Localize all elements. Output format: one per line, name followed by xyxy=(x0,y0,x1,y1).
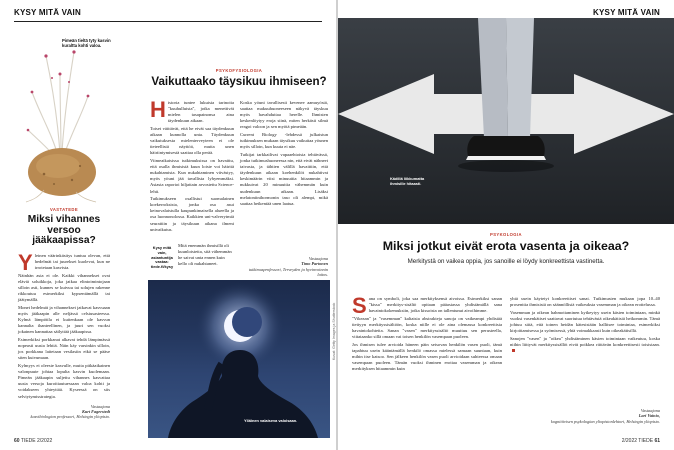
right-folio-text: 2/2022 TIEDE xyxy=(621,438,654,444)
article1-kicker: VASTATEDE xyxy=(49,207,79,212)
article-vihannes xyxy=(18,207,110,420)
left-header-rule xyxy=(14,21,322,22)
article2-kicker: PSYKOFYSIOLOGIA xyxy=(215,68,263,73)
article2-lead: istoria tuntee lukuisia tarinoita "kuuhulluista", jotka menettivät mielen tasapainonsa aina täydenkuun aikaan. xyxy=(167,100,234,124)
article2-col2-paragraph: Koska yöuni tavallisesti kevenee aamuyöstä, saattaa makuuhuoneeseen näkyvä täyskuu myös havahduttaa herelle. Ihmisten keskenlöytyy eroja siinä, miten herkästi silmä reagoi valoon ja sen myötä pimeään. xyxy=(240,100,328,130)
article2-body-col1-end: Mitä enemmän ihmisillä oli kuunloistetta, sitä vähemmän he saivat unta ennen kuin kello oli nukahtaneet. xyxy=(178,243,232,267)
article2-col2-paragraph: Current Biology -lehdessä julkaistun tutkimuksen mukaan täysikuu vaikuttaa yöunen myös silloin, kun kuuta ei näe. xyxy=(240,132,328,150)
article2-paragraph: Toiset väittävät, että he eivät saa täydenkuun aikaan kunnolla unta. Täydenkuun vaikutuksesta mielenterveyteen ei ole tieteellistä näyttöä, mutta unen häiriintymisestä saattaa olla perää. xyxy=(150,125,234,156)
article2-paragraph: Tutkimukseen osallistui suomalainen koekerroksista, jonka osa asui keinovalaistulla kaupunkimaisella alueella ja osa luonnonolossa. Kaikkien uni-valverytmiä seurattiin ja täysikuun aikana ilmeni univaikutus. xyxy=(150,196,234,232)
article3-body-col2 xyxy=(510,296,660,356)
article2-body-col1 xyxy=(150,97,234,234)
article3-sig-name: Lari Vainio, xyxy=(638,413,660,419)
article1-paragraph: Kylmyys ei oleeste kasvulle, mutta pitkäaikainen valonpuute johtaa lopulta kasvin kuolemaan. Pimeän jääkaapin suljettu vihannes kasvattaa uusia versoja kuroittautuessaan valoa kohti ja voidakseen yhteyttää. Kyseessä on siis selviytymisstrategia. xyxy=(18,363,110,399)
moon-woman-photo xyxy=(148,280,330,438)
left-folio-text: TIEDE 2/2022 xyxy=(20,438,53,444)
left-page-number: 60 xyxy=(14,438,20,444)
article1-paragraph: Monet hedelmät ja vihannekset jatkavat kasvuaan myös jääkaapin alle neljässä celsiusasteessa. Kylmä lämpötila ei kuitenkaan ole kasvun kannalta ihanteellinen, ja juuri sen vuoksi jokainen kannattaa säilyttää jääkaapissa. xyxy=(18,305,110,335)
feet-on-arrows-image xyxy=(338,18,674,224)
article2-paragraph: Viimeaikaisissa tutkimuksissa on havaittu, että osalla ihmisistä kuun loiste voi häiritä nukahtamista. Kun nukahtaminen viivästyy, myös yöuni jää tavallista lyhyemmäksi. Asiasta raportoi hiljattain arvostettu Science-lehti. xyxy=(150,158,234,194)
article3-sig-title: kognitiivisen psykologian yliopistonlehtori, Helsingin yliopisto. xyxy=(550,418,660,424)
right-folio xyxy=(622,438,660,444)
article3-col2-paragraph: Sanojen "vasen" ja "oikea" yhdistäminen käsien toimintaan vaikeutuu, koska niihin liittyvät merkityssisällöt eivät poikkea riittävän konkreettisesti toisistaan. xyxy=(510,335,660,347)
article2-col2-paragraph: Tutkijat tarkkailivat vapaaehtoisia tehtävässä, jonka tutkimushuoneessa nin, että eivät nähneet taivasta, ja tähtien välillä havaittiin, että täydenkuun aikaan koehenkilöt nukahtivat keskimäärin viisi minuuttia hitaammin ja nukkuivat 20 minuuttia vähemmän kuin uudenkuun aikaan. Lisäksi melatoniinihormonin taso oli alempi, mikä saattaa heikentää unen laatua. xyxy=(240,151,328,206)
sprouting-potato-image xyxy=(14,34,106,204)
article2-sig-title: tutkimusprofessori, Terveyden ja hyvinvoinnin laitos. xyxy=(248,266,328,278)
article1-dropcap: Y xyxy=(18,250,33,276)
left-page xyxy=(0,0,336,450)
article3-paragraph: Esimerkiksi sanan "kissa" merkitys-sisältö opitaan pääasiassa yhdistämällä sana havaintokokemuksiin, jotka kissoista on tallentunut aivoihimme. xyxy=(368,296,502,314)
article1-sig-title: kasvibiologian professori, Helsingin yliopisto. xyxy=(30,414,110,420)
article-taysikuu xyxy=(148,68,330,88)
arrows-photo-caption: Kädillä liikkumatta ihmisille hitaasti. xyxy=(390,176,425,187)
pull-quote: Kysy mitä vain, asiantuntija vastaa: tiede.fi/kysy xyxy=(150,245,174,270)
article2-body-col2 xyxy=(240,100,328,208)
article1-signature xyxy=(18,404,110,420)
moon-silhouette-image xyxy=(148,280,330,438)
article2-sig-name: Timo Partonen xyxy=(301,261,328,267)
article1-lead: leinen väärinkäsitys tuntuu olevan, että hedelmät tai juurekset kuolevat, kun ne irrotetaan kasvista. xyxy=(34,253,110,271)
end-mark xyxy=(512,349,515,352)
article2-dropcap: H xyxy=(150,97,166,122)
article3-lead: ana on symboli, joka saa merkityksensä aivoissa. xyxy=(368,296,466,301)
article2-sig-role: Vastaajana xyxy=(308,256,328,261)
right-page xyxy=(338,0,674,450)
article1-paragraph: Esimerkiksi porkkanat alkavat tehdä lämpimässä nopeasti uusia lehtiä. Näin käy varsinkin silloin, jos porkkana laitetaan vesilasiin eikä se pääse siten kuivumaan. xyxy=(18,337,110,361)
article3-deck: Merkitystä on vaikea oppia, jos sanoille ei löydy konkreettista vastinetta. xyxy=(407,258,605,266)
article3-kicker: PSYKOLOGIA xyxy=(490,232,522,237)
left-folio xyxy=(14,438,52,444)
left-running-header: KYSY MITÄ VAIN xyxy=(14,8,81,17)
article1-paragraph: Näinhän asia ei ole. Kaikki vihannekset ovat eläviä soluikkoja, joka jatkaa elintoimintojaan silloin asti, kunnes se kuivuu tai solujen rakenne rikkoutuu esimerkiksi kypsentämällä tai jäätymällä. xyxy=(18,272,110,303)
right-running-header: KYSY MITÄ VAIN xyxy=(593,8,660,17)
article3-paragraph: "Vikeaan" ja "vasemman" kaltaisia abstrakteja sanoja on vaikeampi yhdistää tiettyyn merkityssisältöön, koska niille ei ole aina olemassa konkreettisia havaintokohteita. Sanan "vasen" merkityssisältö muuttuu sen perusteella, viitataanko sillä omaan vai toisen henkilön vasempaan puoleen. xyxy=(352,315,502,340)
article3-dropcap: S xyxy=(352,293,367,318)
article2-signature xyxy=(240,256,328,278)
article1-sig-name: Kurt Fagerstedt xyxy=(81,409,110,415)
potato-illustration xyxy=(14,34,106,204)
article3-body-col1 xyxy=(352,293,502,374)
article3-col2-paragraph: yhtä usein käytetyt konkreettiset sanat. Tutkimusten mukaan jopa 10–40 prosenttia ihmisistä on säännöllisiä vaikeuksia vasemman ja oikean erottelussa. xyxy=(510,296,660,308)
article1-headline: Miksi vihannes versoo jääkaapissa? xyxy=(27,214,101,247)
article1-sig-role: Vastaajana xyxy=(90,403,110,409)
article-vasen-oikea xyxy=(352,232,660,265)
arrows-road-photo xyxy=(338,18,674,224)
photo-credit: Kuvat: Getty Images ja Shutterstock xyxy=(332,302,336,360)
night-photo-caption: Ylläinen valaiseva valoisaan. xyxy=(244,418,298,423)
potato-caption: Pimeän tieltä tyty kasvin kuraltta kohti valoa. xyxy=(62,38,111,49)
article3-paragraph: Jos ihmisen tulee arvioida häneen päin seisovan henkilön vasen puoli, tämä tapahtuu usein kääntämällä henkilö omassa mielessä samaan suuntaan, kuin mihin itse katsoo. Sen jälkeen henkilön vasen puoli arvioidaan suhteessa omaan vasempaan puoleen. Tämän vuoksi ihminen erottaa vasemman ja oikean merkityksen hitaammin kuin xyxy=(352,341,502,372)
article3-headline: Miksi jotkut eivät erota vasenta ja oikeaa? xyxy=(382,239,630,253)
article1-body xyxy=(18,250,110,400)
article3-signature xyxy=(510,408,660,424)
right-page-number: 61 xyxy=(654,438,660,444)
article3-sig-role: Vastaajana xyxy=(640,408,660,413)
article3-col2-paragraph: Vasemman ja oikean hahmottaminen kytkeytyy usein käsien toimintaan, minkä vuoksi vasenkätiset saattavat suoriutua tehtävästä oikeakätisiä heikommin. Tämä johtuu siitä, että toinen heidän kätesistään hallitsee toimintaa, esimerkiksi kirjoittamisessa ja syömisessä, yhtä voimakkaasti kuin oikeakätisillä. xyxy=(510,309,660,334)
article2-headline: Vaikuttaako täysikuu ihmiseen? xyxy=(151,75,327,88)
